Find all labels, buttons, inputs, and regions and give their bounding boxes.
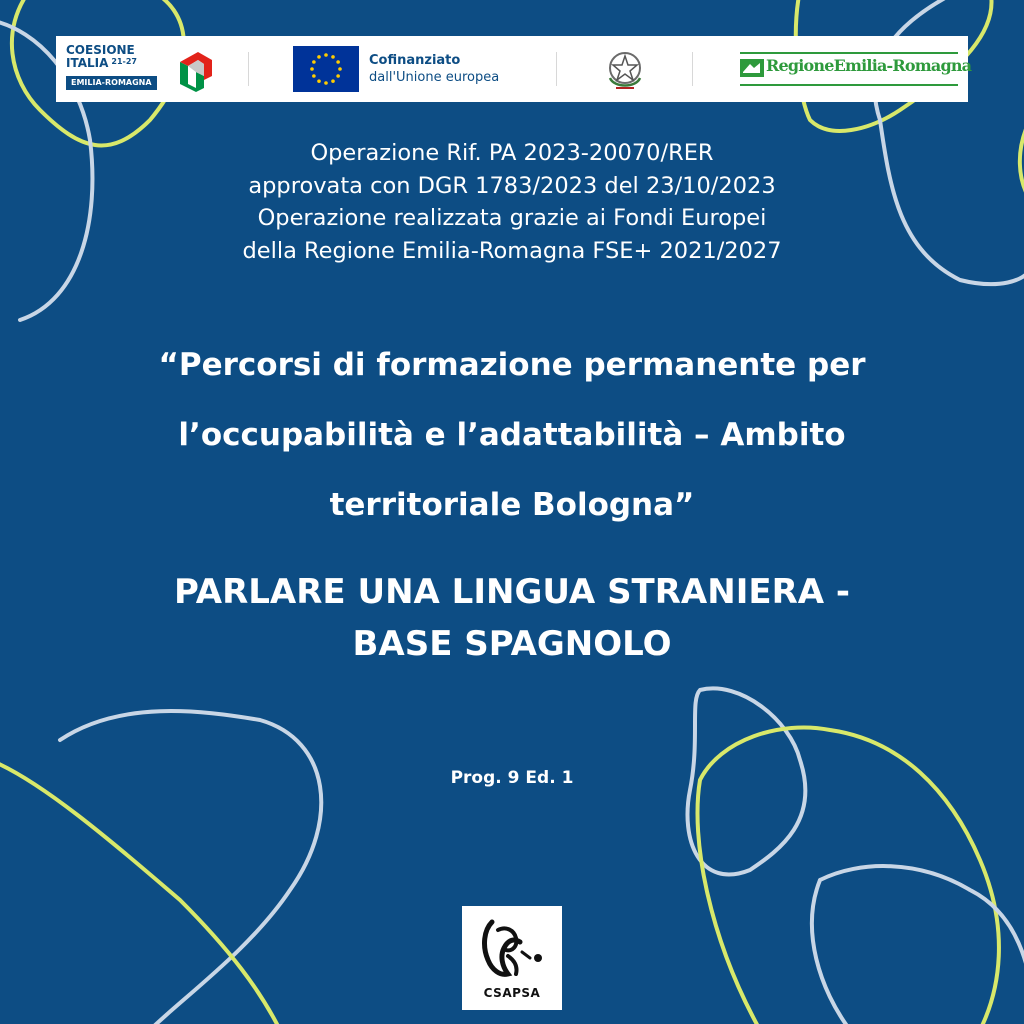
eu-star-icon — [317, 55, 321, 59]
coesione-years: 21-27 — [111, 57, 137, 66]
coesione-region: EMILIA-ROMAGNA — [66, 76, 157, 90]
eu-star-icon — [317, 79, 321, 83]
course-line: PARLARE UNA LINGUA STRANIERA - — [173, 572, 851, 612]
program-edition: Prog. 9 Ed. 1 — [450, 768, 574, 788]
eu-flag-icon — [293, 46, 359, 92]
region-top-rule — [740, 52, 958, 54]
info-line: della Regione Emilia-Romagna FSE+ 2021/2027 — [242, 237, 782, 264]
eu-star-icon — [324, 53, 328, 57]
course-line: BASE SPAGNOLO — [352, 624, 672, 664]
coesione-arrow-icon — [174, 48, 214, 92]
eu-line2: dall'Unione europea — [369, 70, 500, 85]
course-title — [0, 566, 1024, 670]
logo-separator — [248, 52, 249, 86]
logo-separator — [556, 52, 557, 86]
eu-star-icon — [312, 60, 316, 64]
program-title — [0, 330, 1024, 540]
eu-star-icon — [336, 74, 340, 78]
eu-cofinanced-logo — [293, 46, 513, 92]
region-flag-icon — [740, 59, 764, 77]
coesione-italia-logo — [66, 44, 214, 96]
logo-separator — [692, 52, 693, 86]
region-bottom-rule — [740, 84, 958, 86]
title-line: “Percorsi di formazione permanente per — [158, 347, 866, 383]
region-name: RegioneEmilia-Romagna — [766, 56, 972, 75]
blob-bottom-left-lime — [0, 760, 280, 1024]
title-line: l’occupabilità e l’adattabilità – Ambito — [178, 417, 846, 453]
eu-star-icon — [338, 67, 342, 71]
italian-republic-emblem-icon — [602, 46, 648, 94]
funding-logos-bar — [56, 36, 972, 102]
eu-star-icon — [336, 60, 340, 64]
eu-star-icon — [312, 74, 316, 78]
eu-star-icon — [324, 81, 328, 85]
coesione-line2 — [66, 57, 137, 71]
csapsa-logo-icon — [478, 916, 546, 980]
coesione-italia-text: ITALIA — [66, 56, 109, 70]
info-line: Operazione realizzata grazie ai Fondi Europei — [257, 205, 767, 231]
operation-info — [0, 137, 1024, 267]
eu-text — [369, 52, 499, 86]
info-line: approvata con DGR 1783/2023 del 23/10/2023 — [248, 172, 776, 199]
eu-line1: Cofinanziato — [369, 53, 461, 68]
eu-star-icon — [331, 79, 335, 83]
eu-star-icon — [310, 67, 314, 71]
blob-bottom-left-light — [60, 711, 321, 1024]
csapsa-logo — [462, 906, 562, 1010]
title-line: territoriale Bologna” — [329, 487, 695, 523]
csapsa-name: CSAPSA — [483, 986, 541, 1000]
info-line: Operazione Rif. PA 2023-20070/RER — [310, 140, 714, 166]
coesione-line1: COESIONE — [66, 43, 135, 57]
eu-star-icon — [331, 55, 335, 59]
regione-emilia-romagna-logo — [740, 52, 972, 88]
